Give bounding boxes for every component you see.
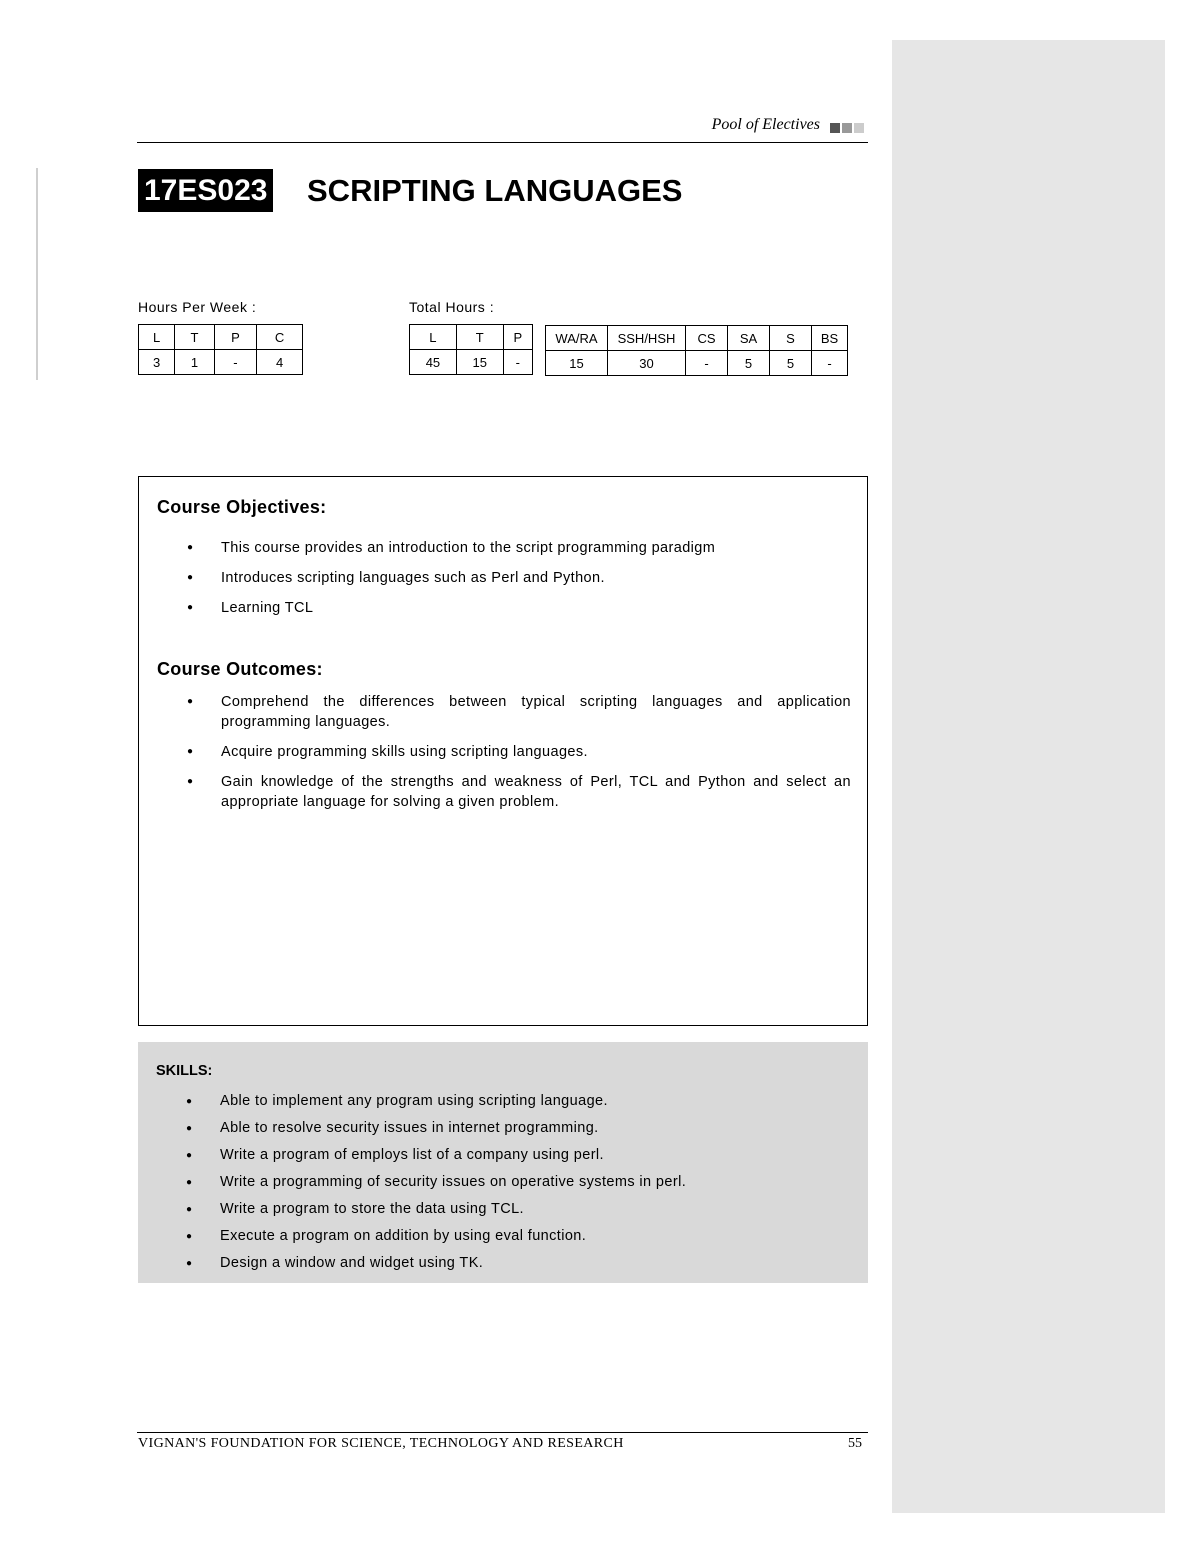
table-header-cell: BS [812,326,848,351]
skills-list [156,1088,856,1277]
header-squares-icon [830,123,864,133]
table-header-cell: T [456,325,503,350]
list-item: ● Introduces scripting languages such as Perl and Python. [157,568,851,588]
list-item: ● Gain knowledge of the strengths and weakness of Perl, TCL and Python and select an appropriate language for solving a given problem. [157,772,851,812]
table-row [546,326,848,351]
course-code: 17ES023 [138,169,273,212]
table-cell: 30 [608,351,686,376]
table-cell: 5 [728,351,770,376]
table-header-cell: P [503,325,532,350]
hours-per-week-table [138,324,303,375]
table-row [139,350,303,375]
list-item: ● Learning TCL [157,598,851,618]
running-header: Pool of Electives [711,116,820,133]
list-item: ● Design a window and widget using TK. [156,1250,856,1277]
square-3 [854,123,864,133]
table-cell: - [503,350,532,375]
table-header-cell: C [257,325,303,350]
list-item: ● Able to implement any program using scripting language. [156,1088,856,1115]
list-item: ● Write a program of employs list of a company using perl. [156,1142,856,1169]
skills-title: SKILLS: [156,1063,213,1079]
table-header-cell: L [410,325,457,350]
square-1 [830,123,840,133]
list-item: ● Acquire programming skills using scripting languages. [157,742,851,762]
square-2 [842,123,852,133]
table-row [546,351,848,376]
page-margin [892,40,1165,1513]
table-cell: 15 [456,350,503,375]
table-row [410,325,533,350]
table-header-cell: SA [728,326,770,351]
objectives-list [157,538,851,618]
header-rule [137,142,868,143]
list-item: ● Able to resolve security issues in internet programming. [156,1115,856,1142]
table-header-cell: S [770,326,812,351]
course-title: SCRIPTING LANGUAGES [307,173,683,208]
table-cell: 45 [410,350,457,375]
list-item: ● Comprehend the differences between typical scripting languages and application programming languages. [157,692,851,732]
outcomes-list [157,692,851,812]
objectives-title: Course Objectives: [157,497,327,517]
margin-bar [36,168,38,380]
page-number: 55 [848,1436,862,1451]
list-item: ● This course provides an introduction to the script programming paradigm [157,538,851,558]
outcomes-title: Course Outcomes: [157,659,323,679]
table-header-cell: T [175,325,214,350]
hours-per-week-label: Hours Per Week : [138,299,257,315]
skills-panel [138,1042,868,1283]
table-header-cell: SSH/HSH [608,326,686,351]
table-cell: 1 [175,350,214,375]
footer-rule [137,1432,868,1433]
hours-breakdown-table [545,325,848,376]
table-cell: - [812,351,848,376]
list-item: ● Write a programming of security issues on operative systems in perl. [156,1169,856,1196]
total-hours-table [409,324,533,375]
table-header-cell: L [139,325,175,350]
table-cell: 15 [546,351,608,376]
table-header-cell: P [214,325,257,350]
table-cell: - [686,351,728,376]
table-cell: 5 [770,351,812,376]
total-hours-label: Total Hours : [409,299,495,315]
table-cell: - [214,350,257,375]
list-item: ● Write a program to store the data using TCL. [156,1196,856,1223]
table-cell: 4 [257,350,303,375]
table-row [139,325,303,350]
table-cell: 3 [139,350,175,375]
table-row [410,350,533,375]
table-header-cell: WA/RA [546,326,608,351]
list-item: ● Execute a program on addition by using eval function. [156,1223,856,1250]
objectives-outcomes-box [138,476,868,1026]
table-header-cell: CS [686,326,728,351]
footer-institution: VIGNAN'S FOUNDATION FOR SCIENCE, TECHNOLOGY AND RESEARCH [138,1436,624,1451]
